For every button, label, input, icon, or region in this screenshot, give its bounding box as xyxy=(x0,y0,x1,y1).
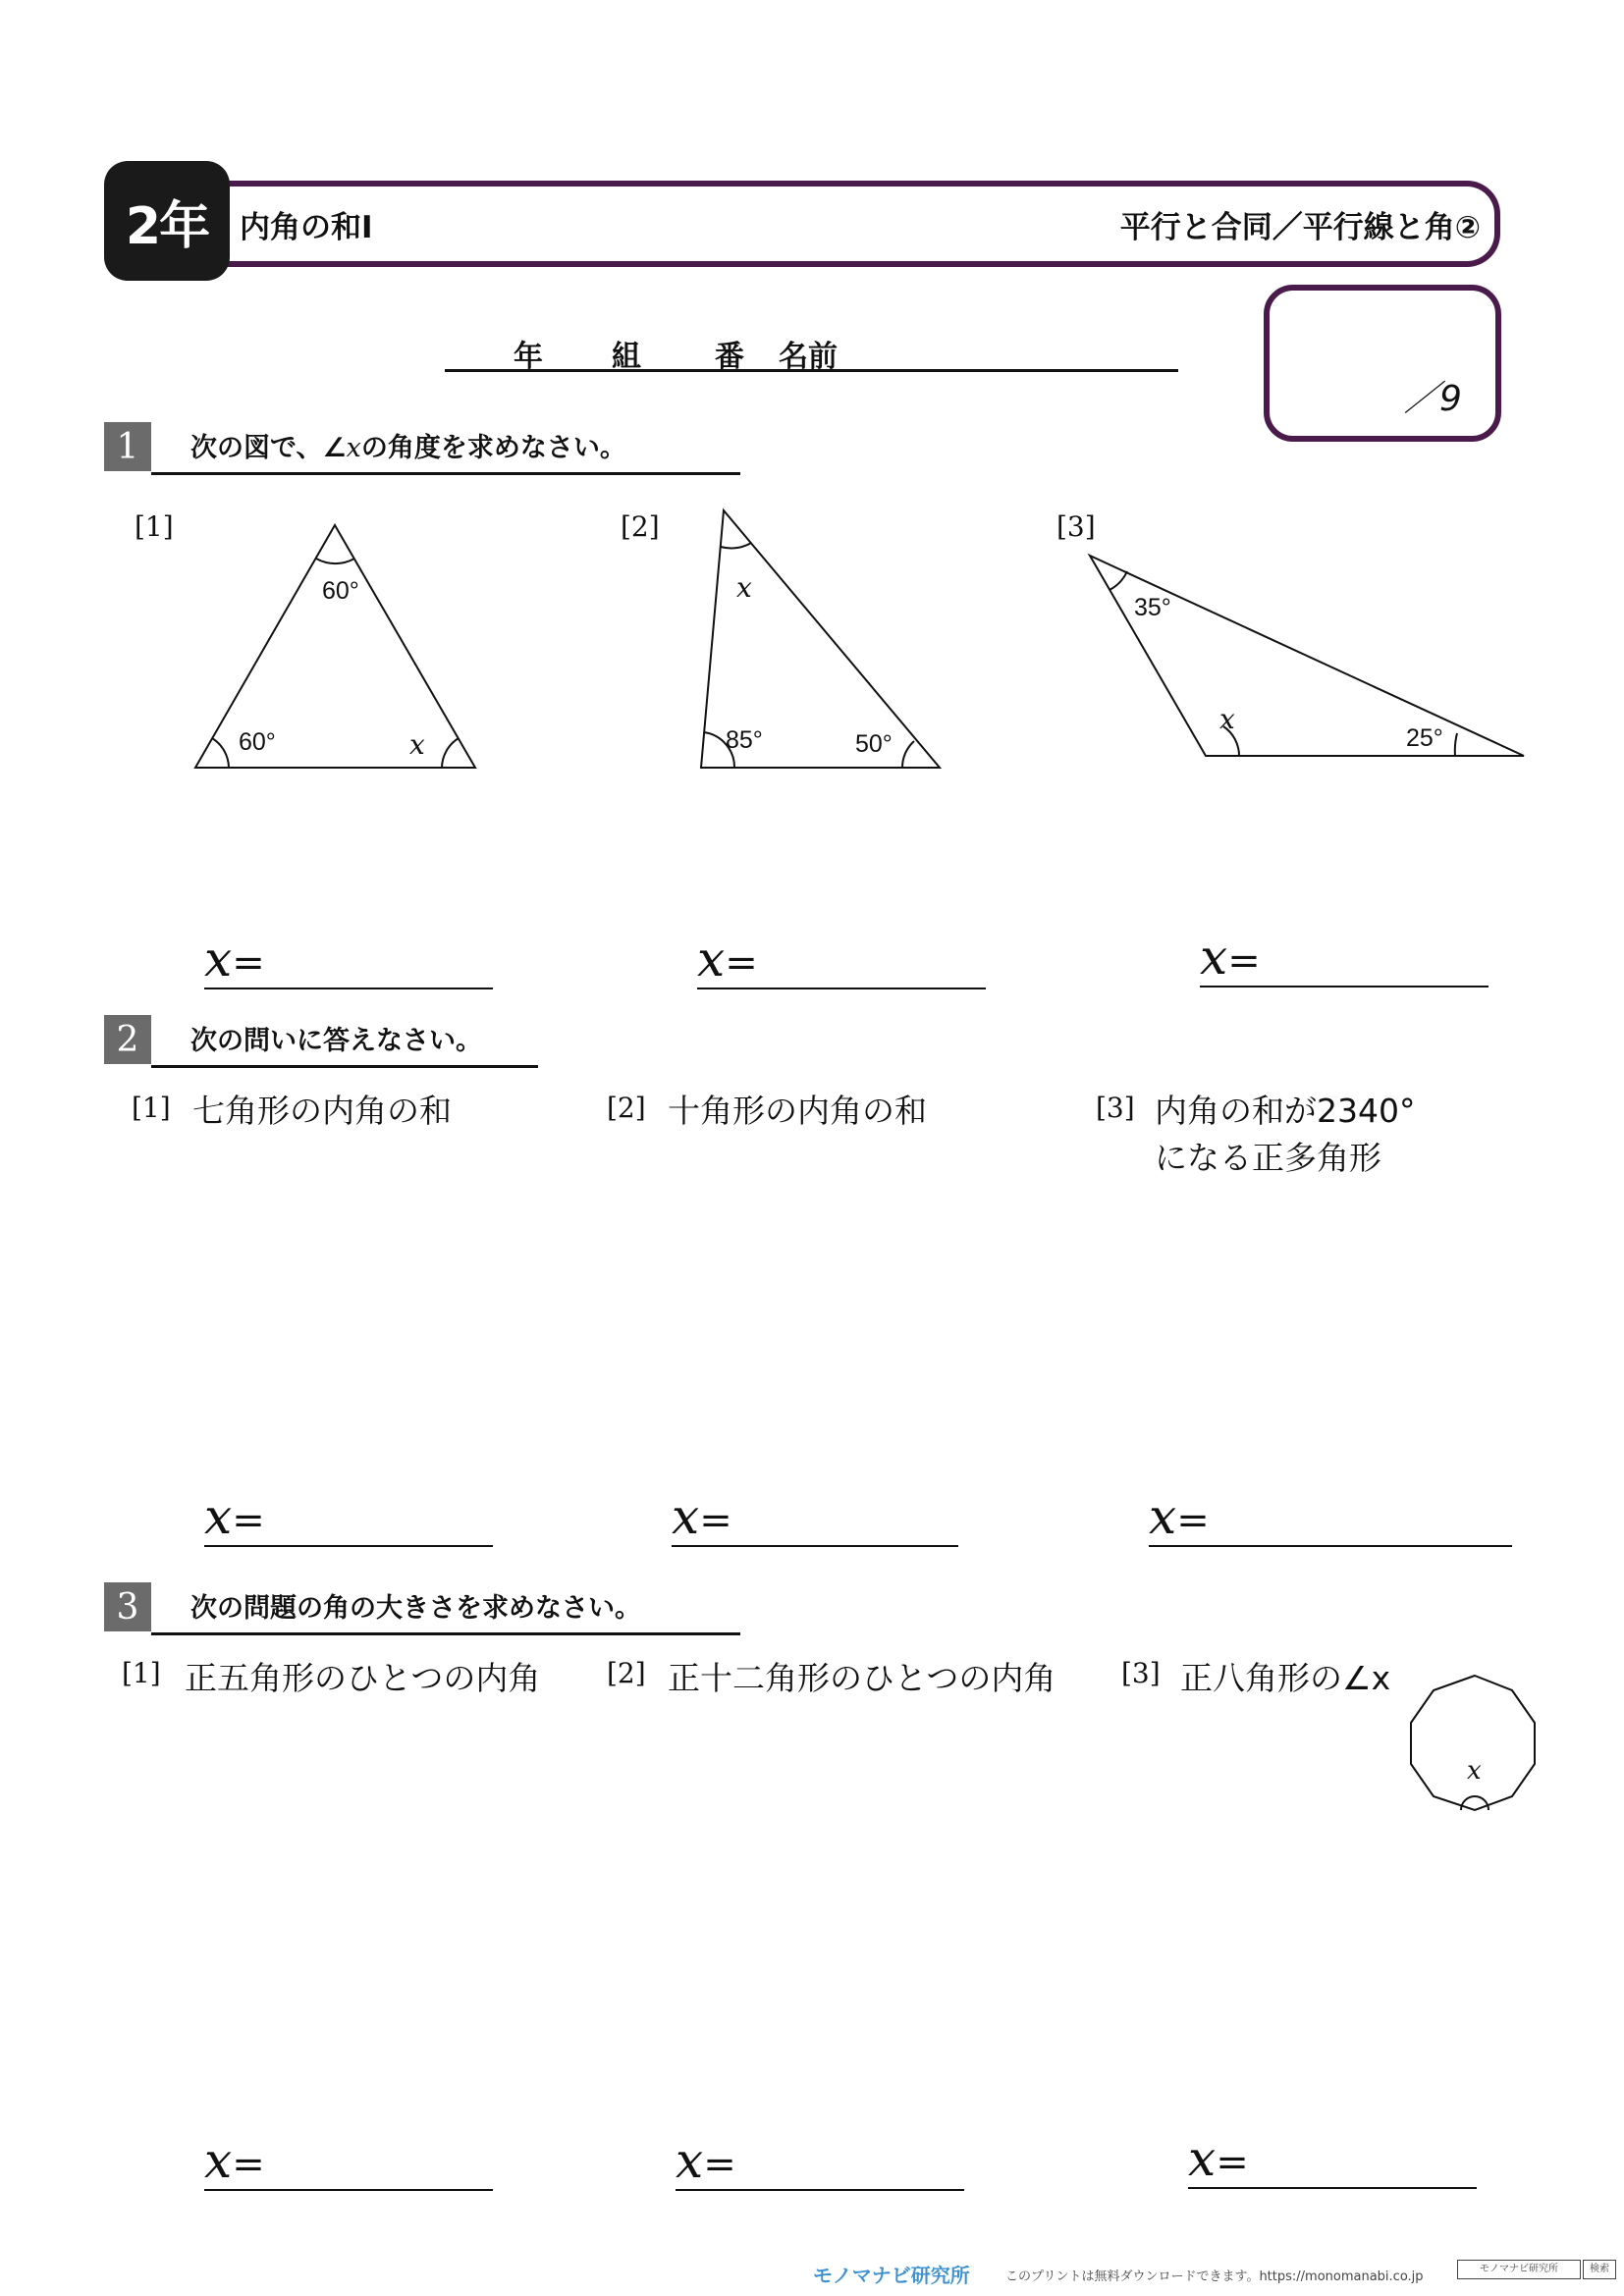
t1-right-angle: x xyxy=(409,728,425,761)
score-total: ／9 xyxy=(1404,379,1462,419)
s2-answer2[interactable]: x= xyxy=(672,1488,958,1547)
s2-item1-text: 七角形の内角の和 xyxy=(192,1092,452,1130)
t3-top-arc xyxy=(1110,571,1127,590)
t1-left-arc xyxy=(212,738,229,768)
t2-left-angle: 85° xyxy=(726,726,763,754)
t1-top-arc xyxy=(316,559,354,563)
s3-item3-text: 正八角形の∠x xyxy=(1180,1659,1391,1697)
s3-answer1[interactable]: x= xyxy=(204,2132,493,2191)
section1-title-var: x xyxy=(346,433,361,463)
triangle-3 xyxy=(1090,556,1524,756)
t2-top-angle: x xyxy=(736,571,752,604)
t2-right-angle: 50° xyxy=(855,730,893,758)
s2-item1-label: [1] xyxy=(132,1092,171,1124)
s2-item3-label: [3] xyxy=(1096,1092,1135,1124)
t2-right-arc xyxy=(902,741,914,768)
t3-top-angle: 35° xyxy=(1134,594,1171,621)
section1-title: 次の図で、∠xの角度を求めなさい。 xyxy=(151,426,740,475)
footer-search-box[interactable]: モノマナビ研究所 xyxy=(1457,2260,1581,2279)
s2-item3-text2: になる正多角形 xyxy=(1155,1139,1381,1177)
footer-search-button[interactable]: 検索 xyxy=(1583,2260,1616,2279)
s3-item1-text: 正五角形のひとつの内角 xyxy=(185,1659,541,1697)
section3-number: 3 xyxy=(104,1582,151,1631)
s2-item2-label: [2] xyxy=(607,1092,646,1124)
s1-item1-label: [1] xyxy=(135,510,174,543)
section2-number: 2 xyxy=(104,1015,151,1064)
s2-item3-text: 内角の和が2340° xyxy=(1155,1092,1416,1130)
number-label: 番 xyxy=(715,340,744,374)
s1-item3-label: [3] xyxy=(1056,510,1096,543)
t1-top-angle: 60° xyxy=(322,577,359,605)
s1-answer1[interactable]: x= xyxy=(204,931,493,989)
octagon-angle-label: x xyxy=(1467,1756,1482,1786)
t1-left-angle: 60° xyxy=(239,728,276,756)
octagon-angle-arc xyxy=(1461,1796,1489,1810)
octagon-shape xyxy=(1411,1676,1535,1810)
worksheet-title: 内角の和Ⅰ xyxy=(240,210,373,245)
footer-brand: モノマナビ研究所 xyxy=(813,2264,970,2287)
s3-item2-label: [2] xyxy=(607,1657,646,1689)
section2-title: 次の問いに答えなさい。 xyxy=(151,1019,538,1068)
s1-item2-label: [2] xyxy=(621,510,660,543)
footer-note: このプリントは無料ダウンロードできます。https://monomanabi.co.jp xyxy=(1005,2269,1424,2284)
section1-figures xyxy=(0,0,1624,883)
triangle-1 xyxy=(195,525,475,768)
section1-number: 1 xyxy=(104,422,151,471)
s2-item2-text: 十角形の内角の和 xyxy=(668,1092,927,1130)
s3-answer3[interactable]: x= xyxy=(1188,2130,1477,2189)
s1-answer2[interactable]: x= xyxy=(697,931,986,989)
t3-left-angle: x xyxy=(1219,703,1235,735)
t3-right-angle: 25° xyxy=(1406,724,1443,752)
grade-badge: 2年 xyxy=(104,161,230,281)
t3-right-arc xyxy=(1455,733,1457,756)
s2-answer3[interactable]: x= xyxy=(1149,1488,1512,1547)
s3-item2-text: 正十二角形のひとつの内角 xyxy=(668,1659,1056,1697)
s3-item3-label: [3] xyxy=(1121,1657,1161,1689)
octagon-figure xyxy=(1394,1669,1551,1816)
class-label: 組 xyxy=(612,340,641,374)
t2-top-arc xyxy=(721,543,751,548)
name-label: 名前 xyxy=(779,340,838,374)
s2-answer1[interactable]: x= xyxy=(204,1488,493,1547)
unit-title: 平行と合同／平行線と角② xyxy=(1119,210,1481,245)
s1-answer3[interactable]: x= xyxy=(1200,929,1489,988)
year-label: 年 xyxy=(514,340,543,374)
s3-answer2[interactable]: x= xyxy=(676,2132,964,2191)
section3-title: 次の問題の角の大きさを求めなさい。 xyxy=(151,1586,740,1635)
s3-item1-label: [1] xyxy=(122,1657,161,1689)
t1-right-arc xyxy=(442,738,459,768)
